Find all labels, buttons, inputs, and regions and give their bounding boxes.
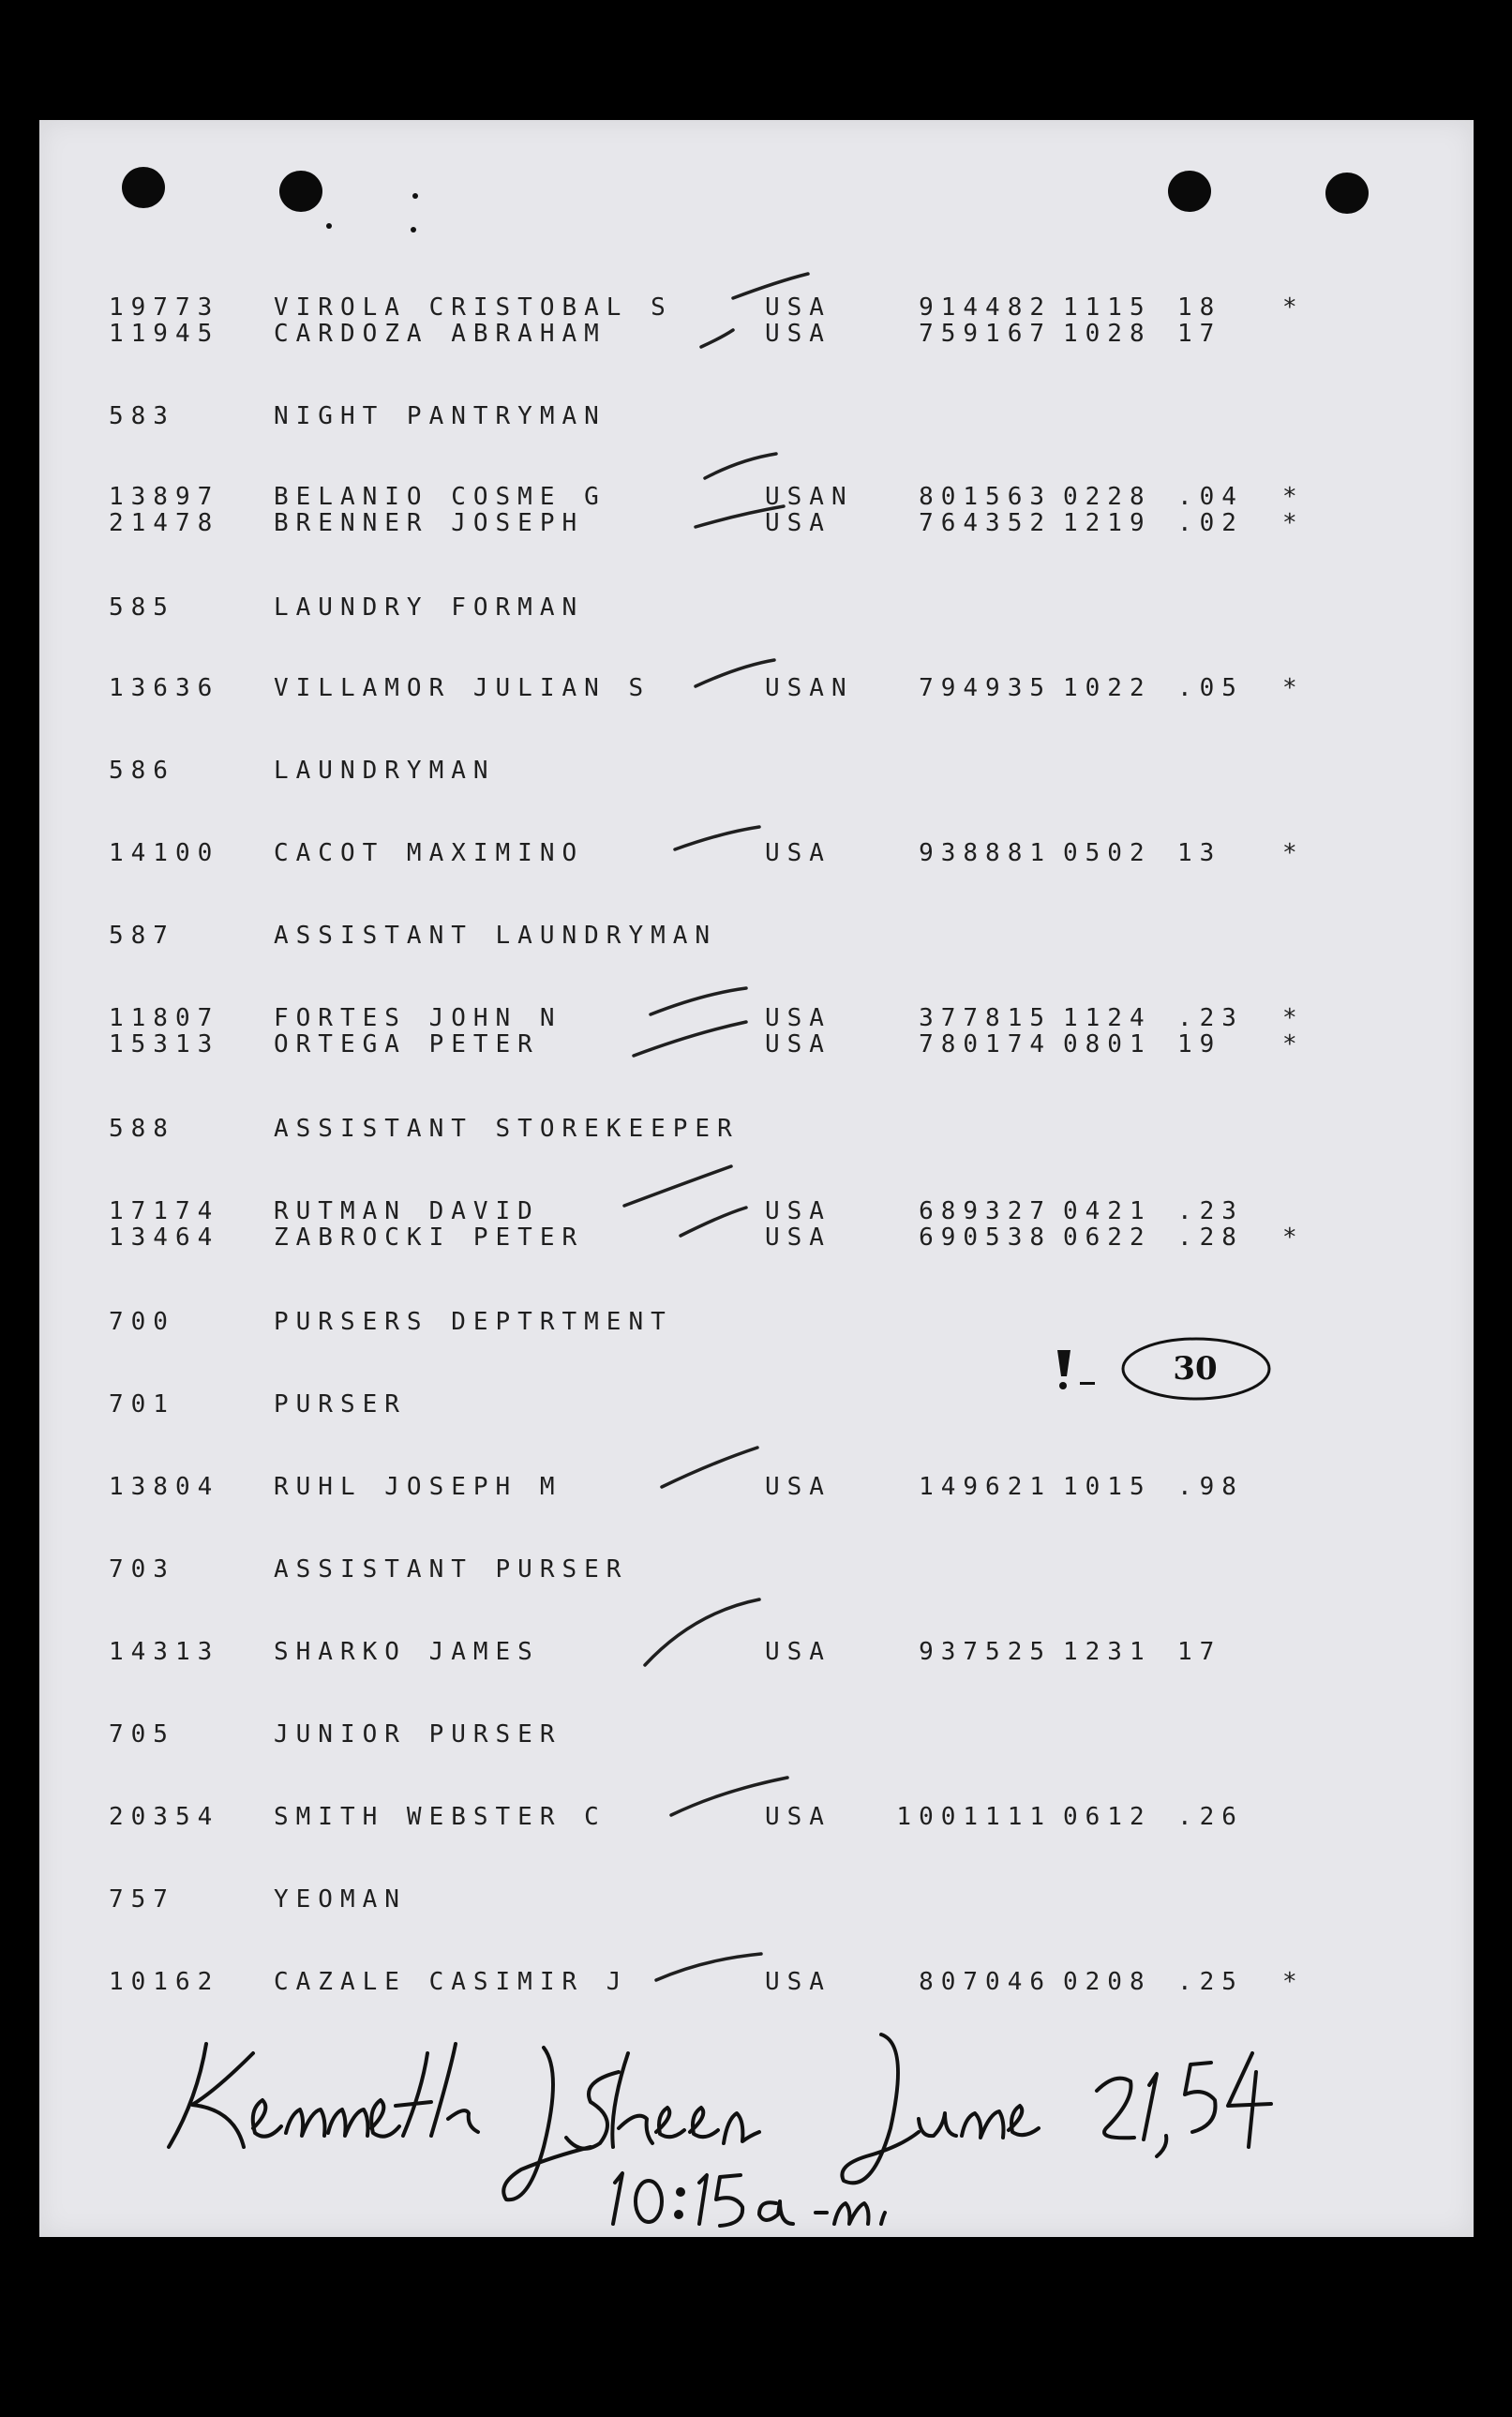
- asterisk-mark: *: [1282, 1030, 1305, 1058]
- section-title: YEOMAN: [274, 1885, 407, 1914]
- date-code: 0612: [1063, 1803, 1152, 1831]
- section-title: NIGHT PANTRYMAN: [274, 402, 606, 430]
- nationality: USA: [765, 1197, 831, 1225]
- nationality: USA: [765, 1638, 831, 1666]
- crew-row: [109, 319, 1327, 349]
- document-number: 764352: [919, 509, 1052, 537]
- circled-page-note: [1115, 1331, 1275, 1406]
- asterisk-mark: *: [1282, 1968, 1305, 1996]
- nationality: USA: [765, 1473, 831, 1501]
- document-page: [39, 120, 1474, 2237]
- nationality: USA: [765, 293, 831, 322]
- section-heading: [109, 756, 1327, 786]
- crew-row: [109, 673, 1327, 703]
- crew-number: 20354: [109, 1803, 220, 1831]
- section-heading: [109, 593, 1327, 623]
- section-code: 586: [109, 757, 175, 785]
- date-code: 0228: [1063, 483, 1152, 511]
- crew-name: FORTES JOHN N: [274, 1004, 562, 1032]
- date-code: 0622: [1063, 1224, 1152, 1252]
- document-number: 759167: [919, 320, 1052, 348]
- date-code: 1231: [1063, 1638, 1152, 1666]
- crew-row: [109, 1802, 1327, 1832]
- section-heading: [109, 1554, 1327, 1584]
- crew-name: RUHL JOSEPH M: [274, 1473, 562, 1501]
- rate-value: .23: [1177, 1004, 1244, 1032]
- nationality: USA: [765, 1968, 831, 1996]
- rate-value: .04: [1177, 483, 1244, 511]
- crew-number: 13636: [109, 674, 220, 702]
- date-code: 1015: [1063, 1473, 1152, 1501]
- section-heading: [109, 401, 1327, 431]
- section-code: 588: [109, 1115, 175, 1143]
- section-code: 705: [109, 1720, 175, 1749]
- crew-row: [109, 1967, 1327, 1997]
- section-title: ASSISTANT LAUNDRYMAN: [274, 922, 718, 950]
- document-number: 689327: [919, 1197, 1052, 1225]
- crew-name: SMITH WEBSTER C: [274, 1803, 606, 1831]
- crew-row: [109, 838, 1327, 868]
- crew-name: ZABROCKI PETER: [274, 1224, 585, 1252]
- rate-value: .05: [1177, 674, 1244, 702]
- section-title: ASSISTANT PURSER: [274, 1555, 629, 1584]
- circled-number: 30: [1173, 1350, 1218, 1388]
- crew-name: BELANIO COSME G: [274, 483, 606, 511]
- crew-number: 11807: [109, 1004, 220, 1032]
- section-title: JUNIOR PURSER: [274, 1720, 562, 1749]
- punch-hole-3: [1168, 171, 1211, 212]
- section-title: LAUNDRY FORMAN: [274, 593, 585, 622]
- section-heading: [109, 1884, 1327, 1914]
- section-title: PURSER: [274, 1390, 407, 1419]
- crew-number: 13897: [109, 483, 220, 511]
- crew-row: [109, 508, 1327, 538]
- crew-row: [109, 1472, 1327, 1502]
- document-number: 1001111: [896, 1803, 1052, 1831]
- speck: [412, 193, 418, 199]
- nationality: USA: [765, 509, 831, 537]
- punch-hole-1: [122, 167, 165, 208]
- rate-value: .25: [1177, 1968, 1244, 1996]
- section-title: LAUNDRYMAN: [274, 757, 496, 785]
- rate-value: 18: [1177, 293, 1222, 322]
- section-code: 701: [109, 1390, 175, 1419]
- document-number: 937525: [919, 1638, 1052, 1666]
- date-code: 1219: [1063, 509, 1152, 537]
- crew-name: VIROLA CRISTOBAL S: [274, 293, 673, 322]
- asterisk-mark: *: [1282, 293, 1305, 322]
- crew-name: SHARKO JAMES: [274, 1638, 540, 1666]
- date-code: 1028: [1063, 320, 1152, 348]
- section-code: 585: [109, 593, 175, 622]
- crew-number: 14313: [109, 1638, 220, 1666]
- crew-number: 14100: [109, 839, 220, 867]
- asterisk-mark: *: [1282, 1004, 1305, 1032]
- rate-value: .98: [1177, 1473, 1244, 1501]
- date-code: 0801: [1063, 1030, 1152, 1058]
- crew-number: 15313: [109, 1030, 220, 1058]
- rate-value: .26: [1177, 1803, 1244, 1831]
- document-number: 801563: [919, 483, 1052, 511]
- nationality: USAN: [765, 674, 854, 702]
- crew-name: RUTMAN DAVID: [274, 1197, 540, 1225]
- document-number: 780174: [919, 1030, 1052, 1058]
- crew-row: [109, 1223, 1327, 1253]
- section-code: 757: [109, 1885, 175, 1914]
- nationality: USAN: [765, 483, 854, 511]
- rate-value: 17: [1177, 1638, 1222, 1666]
- crew-number: 10162: [109, 1968, 220, 1996]
- speck: [411, 227, 416, 233]
- punch-hole-2: [279, 171, 322, 212]
- asterisk-mark: *: [1282, 839, 1305, 867]
- section-code: 587: [109, 922, 175, 950]
- nationality: USA: [765, 1803, 831, 1831]
- crew-number: 11945: [109, 320, 220, 348]
- date-code: 0502: [1063, 839, 1152, 867]
- nationality: USA: [765, 1224, 831, 1252]
- crew-name: CACOT MAXIMINO: [274, 839, 585, 867]
- section-heading: [109, 921, 1327, 951]
- section-heading: [109, 1114, 1327, 1144]
- document-number: 938881: [919, 839, 1052, 867]
- document-number: 149621: [919, 1473, 1052, 1501]
- crew-name: ORTEGA PETER: [274, 1030, 540, 1058]
- crew-row: [109, 1637, 1327, 1667]
- crew-number: 13804: [109, 1473, 220, 1501]
- date-code: 0421: [1063, 1197, 1152, 1225]
- rate-value: .23: [1177, 1197, 1244, 1225]
- document-number: 914482: [919, 293, 1052, 322]
- rate-value: .02: [1177, 509, 1244, 537]
- nationality: USA: [765, 839, 831, 867]
- crew-number: 21478: [109, 509, 220, 537]
- document-number: 807046: [919, 1968, 1052, 1996]
- rate-value: 13: [1177, 839, 1222, 867]
- asterisk-mark: *: [1282, 509, 1305, 537]
- asterisk-mark: *: [1282, 674, 1305, 702]
- asterisk-mark: *: [1282, 483, 1305, 511]
- crew-name: CARDOZA ABRAHAM: [274, 320, 606, 348]
- section-heading: [109, 1719, 1327, 1749]
- section-code: 700: [109, 1308, 175, 1336]
- handwritten-signature: [150, 2016, 1275, 2231]
- document-number: 377815: [919, 1004, 1052, 1032]
- section-title: PURSERS DEPTRTMENT: [274, 1308, 673, 1336]
- speck: [326, 223, 332, 229]
- section-code: 703: [109, 1555, 175, 1584]
- section-title: ASSISTANT STOREKEEPER: [274, 1115, 740, 1143]
- crew-name: CAZALE CASIMIR J: [274, 1968, 629, 1996]
- crew-row: [109, 1029, 1327, 1059]
- crew-number: 19773: [109, 293, 220, 322]
- date-code: 1022: [1063, 674, 1152, 702]
- crew-name: VILLAMOR JULIAN S: [274, 674, 651, 702]
- document-number: 690538: [919, 1224, 1052, 1252]
- date-code: 1124: [1063, 1004, 1152, 1032]
- rate-value: 17: [1177, 320, 1222, 348]
- date-code: 1115: [1063, 293, 1152, 322]
- crew-number: 13464: [109, 1224, 220, 1252]
- date-code: 0208: [1063, 1968, 1152, 1996]
- nationality: USA: [765, 320, 831, 348]
- nationality: USA: [765, 1030, 831, 1058]
- document-number: 794935: [919, 674, 1052, 702]
- crew-name: BRENNER JOSEPH: [274, 509, 585, 537]
- rate-value: 19: [1177, 1030, 1222, 1058]
- nationality: USA: [765, 1004, 831, 1032]
- crew-number: 17174: [109, 1197, 220, 1225]
- asterisk-mark: *: [1282, 1224, 1305, 1252]
- rate-value: .28: [1177, 1224, 1244, 1252]
- section-code: 583: [109, 402, 175, 430]
- punch-hole-4: [1325, 173, 1369, 214]
